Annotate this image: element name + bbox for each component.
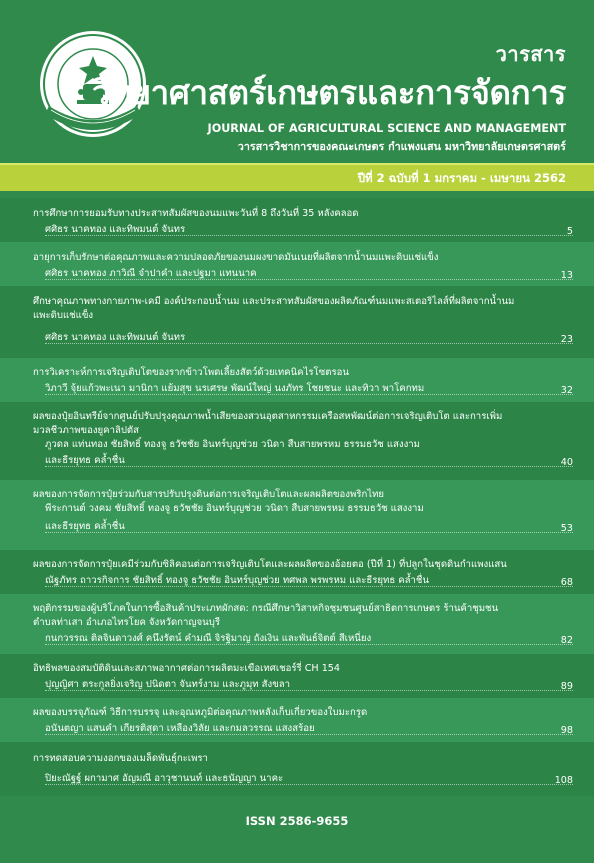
- article-title: ศึกษาคุณภาพทางกายภาพ-เคมี องค์ประกอบน้ำนม และประสาทสัมผัสของผลิตภัณฑ์นมแพะสเตอริไลส์ที่ผลิตจากน้ำนม: [33, 296, 515, 307]
- authors-page-line: [45, 630, 573, 645]
- page-number: 98: [560, 725, 573, 736]
- authors-page-line: [45, 380, 573, 395]
- toc-entry[interactable]: [33, 295, 573, 344]
- article-title: พฤติกรรมของผู้บริโภคในการซื้อสินค้าประเภทผักสด: กรณีศึกษาวิสาหกิจชุมชนศูนย์สาธิตการเกษตร ร้านค้าชุมชน: [33, 603, 499, 614]
- article-authors: ภูวดล แท่นทอง ชัยสิทธิ์ ทองจู ธวัชชัย อินทร์บุญช่วย วนิดา สืบสายพรหม ธรรมธวัช แสงงาม: [45, 439, 420, 450]
- page-number: 89: [560, 681, 573, 692]
- authors-page-line: [45, 452, 573, 467]
- issn-number: ISSN 2586-9655: [245, 814, 349, 828]
- toc-entry[interactable]: [33, 602, 573, 645]
- article-authors: อนันตญา แสนคำ เกียรติสุดา เหลืองวิลัย และกมลวรรณ แสงสร้อย: [45, 723, 315, 734]
- article-title: ผลของปุ๋ยอินทรีย์จากศูนย์ปรับปรุงคุณภาพน้ำเสียของสวนอุตสาหกรรมเครือสหพัฒน์ต่อการเจริญเติบโต และการเพิ่ม: [33, 411, 503, 422]
- toc-entry[interactable]: [33, 488, 573, 533]
- article-authors: ปุญญิศา ตระกูลยิ่งเจริญ ปนิดตา จันทร์งาม และภูมุท สังขลา: [45, 679, 291, 690]
- magazine-short-title: วารสาร: [495, 42, 566, 66]
- authors-page-line: [45, 518, 573, 533]
- article-title-cont: แพะดิบแช่แข็ง: [33, 310, 94, 321]
- issue-label: ปีที่ 2 ฉบับที่ 1 มกราคม - เมษายน 2562: [357, 171, 566, 185]
- article-authors: ณัฐภัทร ถาวรกิจการ ชัยสิทธิ์ ทองจู ธวัชชัย อินทร์บุญช่วย ทศพล พรพรหม และธีรยุทธ คล้ำชื่น: [45, 575, 429, 586]
- authors-page-line: [45, 720, 573, 735]
- page-number: 23: [560, 334, 573, 345]
- toc-entry[interactable]: [33, 207, 573, 236]
- page-number: 32: [560, 385, 573, 396]
- toc-entry[interactable]: [33, 366, 573, 395]
- magazine-title: วิทยาศาสตร์เกษตรและการจัดการ: [91, 73, 566, 112]
- page-number: 40: [560, 457, 573, 468]
- journal-header: [0, 0, 594, 162]
- publisher-line: วารสารวิชาการของคณะเกษตร กำแพงแสน มหาวิทยาลัยเกษตรศาสตร์: [237, 140, 566, 153]
- article-authors-cont: และธีรยุทธ คล้ำชื่น: [45, 521, 125, 532]
- page-number: 5: [566, 226, 573, 237]
- authors-page-line: [45, 676, 573, 691]
- toc-entry[interactable]: [33, 251, 573, 280]
- article-title: ผลของการจัดการปุ๋ยร่วมกับสารปรับปรุงดินต่อการเจริญเติบโตและผลผลิตของพริกไทย: [33, 489, 385, 500]
- article-title: การทดสอบความงอกของเมล็ดพันธุ์กะเพรา: [33, 753, 208, 764]
- article-title: การวิเคราะห์การเจริญเติบโตของรากข้าวโพดเลี้ยงสัตว์ด้วยเทคนิคไรโซตรอน: [33, 367, 349, 378]
- article-title-cont: มวลชีวภาพของยูคาลิปตัส: [33, 425, 140, 436]
- authors-page-line: [45, 329, 573, 344]
- article-authors: กนกวรรณ ติลจินดาวงศ์ คนึงรัตน์ คำมณี จิรฐิมาญ ถังเงิน และพันธ์จิตต์ สีเหนี่ยง: [45, 633, 372, 644]
- article-title-cont: ตำบลท่าเสา อำเภอไทรโยค จังหวัดกาญจนบุรี: [33, 617, 220, 628]
- article-title: การศึกษาการยอมรับทางประสาทสัมผัสของนมแพะวันที่ 8 ถึงวันที่ 35 หลังคลอด: [33, 208, 359, 219]
- page-number: 68: [560, 577, 573, 588]
- authors-page-line: [45, 265, 573, 280]
- article-authors: ศศิธร นาคทอง และทิพมนต์ จันทร: [45, 332, 186, 343]
- article-authors: ศศิธร นาคทอง และทิพมนต์ จันทร: [45, 224, 186, 235]
- page-number: 108: [554, 775, 573, 786]
- article-title: อายุการเก็บรักษาต่อคุณภาพและความปลอดภัยของนมผงขาดมันเนยที่ผลิตจากน้ำนมแพะดิบแช่แข็ง: [33, 252, 439, 263]
- toc-entry[interactable]: [33, 410, 573, 467]
- article-authors-cont: และธีรยุทธ คล้ำชื่น: [45, 455, 125, 466]
- page-number: 13: [560, 270, 573, 281]
- article-title: อิทธิพลของสมบัติดินและสภาพอากาศต่อการผลิตมะเขือเทศเชอร์รี่ CH 154: [33, 663, 340, 674]
- authors-page-line: [45, 572, 573, 587]
- toc-entry[interactable]: [33, 752, 573, 785]
- article-authors: วิภาวี จุ้ยแก้วพะเนา มานิกา แย้มสุข นรเศรษ พัฒน์ใหญ่ นงภัทร โชยชนะ และทิวา พาโคกทม: [45, 383, 425, 394]
- magazine-title-en: JOURNAL OF AGRICULTURAL SCIENCE AND MANAGEMENT: [207, 122, 566, 135]
- toc-entry[interactable]: [33, 662, 573, 691]
- toc-entry[interactable]: [33, 706, 573, 735]
- article-authors: ปิยะณัฐฐ์ ผกามาศ อัญมณี อาวุชานนท์ และธนัญญา นาคะ: [45, 773, 284, 784]
- page-number: 82: [560, 635, 573, 646]
- article-title: ผลของบรรจุภัณฑ์ วิธีการบรรจุ และอุณหภูมิต่อคุณภาพหลังเก็บเกี่ยวของใบมะกรูด: [33, 707, 368, 718]
- issue-bar: [0, 163, 594, 191]
- article-authors: ศศิธร นาคทอง ภาวิณี จำปาคำ และปฐมา แทนนาค: [45, 268, 257, 279]
- authors-page-line: [45, 221, 573, 236]
- article-authors: พีระกานต์ วงคม ชัยสิทธิ์ ทองจู ธวัชชัย อินทร์บุญช่วย วนิดา สืบสายพรหม ธรรมธวัช แสงงาม: [45, 503, 424, 514]
- article-title: ผลของการจัดการปุ๋ยเคมีร่วมกับซิลิคอนต่อการเจริญเติบโตและผลผลิตของอ้อยตอ (ปีที่ 1) ที่ปลูกในชุดดินกำแพงแสน: [33, 559, 507, 570]
- authors-page-line: [45, 770, 573, 785]
- toc-entry[interactable]: [33, 558, 573, 587]
- page-number: 53: [560, 523, 573, 534]
